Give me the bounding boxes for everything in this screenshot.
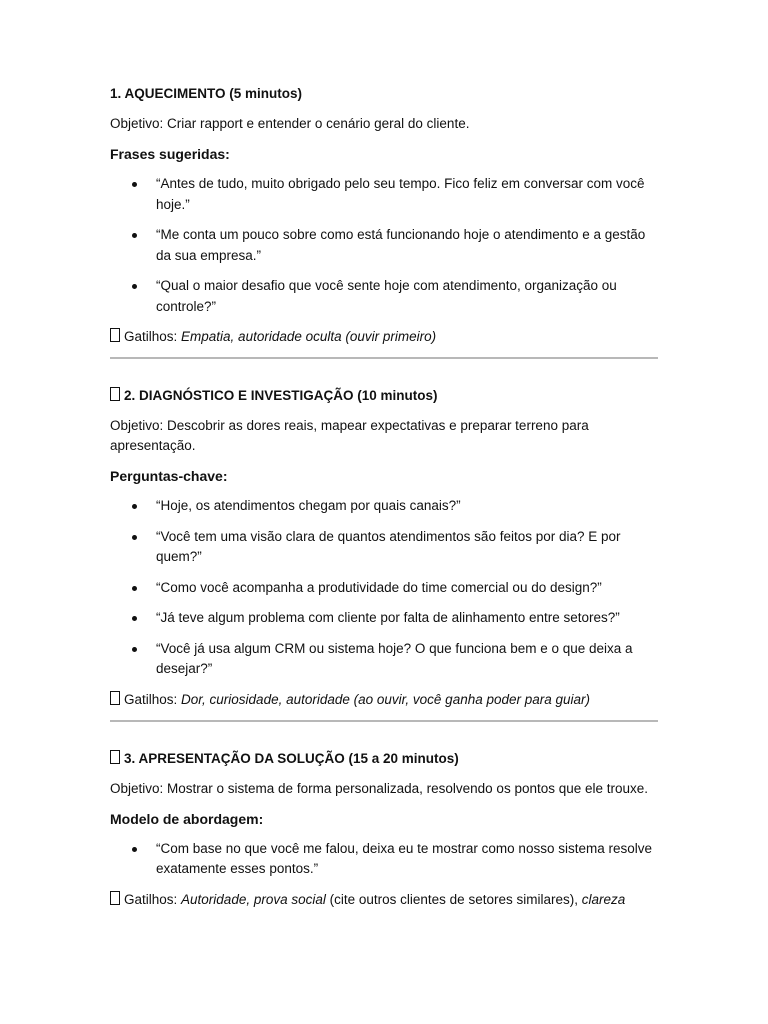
missing-glyph-icon — [110, 750, 120, 764]
section-1-bullet-list — [110, 174, 658, 317]
list-item — [110, 174, 658, 215]
list-item — [110, 496, 658, 517]
list-item-text: “Já teve algum problema com cliente por falta de alinhamento entre setores?” — [156, 610, 620, 625]
list-item-text: “Você tem uma visão clara de quantos atendimentos são feitos por dia? E por quem?” — [156, 528, 621, 564]
list-item-text: “Qual o maior desafio que você sente hoje com atendimento, organização ou controle?” — [156, 278, 617, 314]
section-2-triggers — [110, 690, 658, 710]
section-2-subheading: Perguntas-chave: — [110, 468, 228, 484]
list-item-text: “Antes de tudo, muito obrigado pelo seu tempo. Fico feliz em conversar com você hoje.” — [156, 176, 645, 212]
bullet-icon — [132, 504, 137, 509]
list-item — [110, 608, 658, 629]
list-item-text: “Com base no que você me falou, deixa eu te mostrar como nosso sistema resolve exatamente esses pontos.” — [156, 840, 652, 876]
section-2-title — [110, 386, 658, 406]
bullet-icon — [132, 586, 137, 591]
bullet-icon — [132, 284, 137, 289]
triggers-text: Dor, curiosidade, autoridade (ao ouvir, você ganha poder para guiar) — [181, 691, 591, 707]
section-divider — [110, 357, 658, 359]
bullet-icon — [132, 616, 137, 621]
list-item — [110, 639, 658, 680]
section-3-triggers — [110, 890, 658, 910]
list-item — [110, 527, 658, 568]
section-3-title — [110, 749, 658, 769]
triggers-label: Gatilhos: — [124, 329, 182, 344]
section-2-bullet-list — [110, 496, 658, 680]
list-item — [110, 578, 658, 599]
section-1-title: 1. AQUECIMENTO (5 minutos) — [110, 86, 303, 101]
list-item-text: “Me conta um pouco sobre como está funcionando hoje o atendimento e a gestão da sua empresa.” — [156, 227, 646, 263]
document-page — [110, 84, 658, 920]
section-1-objective: Objetivo: Criar rapport e entender o cenário geral do cliente. — [110, 116, 470, 131]
bullet-icon — [132, 535, 137, 540]
list-item — [110, 276, 658, 317]
missing-glyph-icon — [110, 387, 120, 401]
missing-glyph-icon — [110, 328, 120, 342]
section-1-subheading: Frases sugeridas: — [110, 146, 230, 162]
list-item-text: “Hoje, os atendimentos chegam por quais canais?” — [156, 498, 461, 513]
missing-glyph-icon — [110, 891, 120, 905]
section-3-title-text: 3. APRESENTAÇÃO DA SOLUÇÃO (15 a 20 minutos) — [124, 750, 459, 766]
triggers-text-normal: (cite outros clientes de setores similares), — [325, 891, 582, 907]
bullet-icon — [132, 233, 137, 238]
missing-glyph-icon — [110, 691, 120, 705]
bullet-icon — [132, 847, 137, 852]
triggers-text: Empatia, autoridade oculta (ouvir primeiro) — [181, 329, 437, 344]
section-divider — [110, 720, 658, 722]
section-2-title-text: 2. DIAGNÓSTICO E INVESTIGAÇÃO (10 minutos) — [124, 388, 438, 403]
triggers-text-italic-end: clareza — [581, 891, 626, 907]
bullet-icon — [132, 647, 137, 652]
list-item — [110, 839, 658, 880]
triggers-label: Gatilhos: — [124, 691, 182, 707]
list-item-text: “Como você acompanha a produtividade do time comercial ou do design?” — [156, 579, 602, 595]
section-3-subheading: Modelo de abordagem: — [110, 810, 264, 827]
list-item — [110, 225, 658, 266]
section-3-bullet-list — [110, 839, 658, 880]
triggers-label: Gatilhos: — [124, 891, 182, 907]
section-3-objective: Objetivo: Mostrar o sistema de forma personalizada, resolvendo os pontos que ele trouxe. — [110, 780, 649, 796]
section-1-triggers — [110, 327, 658, 347]
bullet-icon — [132, 182, 137, 187]
triggers-text-italic: Autoridade, prova social — [181, 891, 326, 907]
list-item-text: “Você já usa algum CRM ou sistema hoje? O que funciona bem e o que deixa a desejar?” — [156, 640, 633, 676]
section-2-objective: Objetivo: Descobrir as dores reais, mapear expectativas e preparar terreno para apresentação. — [110, 418, 589, 453]
